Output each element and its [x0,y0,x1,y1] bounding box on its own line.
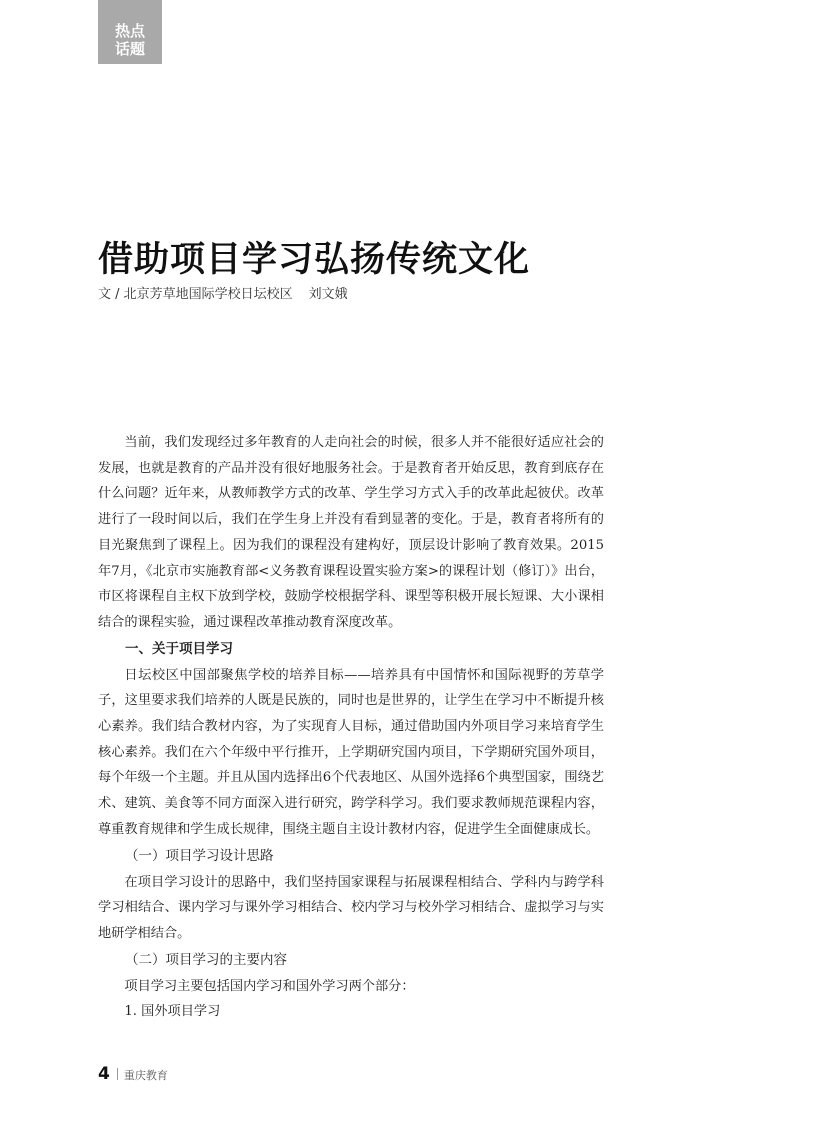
paragraph-intro: 当前，我们发现经过多年教育的人走向社会的时候，很多人并不能很好适应社会的发展，也就是教育的产品并没有很好地服务社会。于是教育者开始反思，教育到底存在什么问题？近年来，从教师教学方式的改革、学生学习方式入手的改革此起彼伏。改革进行了一段时间以后，我们在学生身上并没有看到显著的变化。于是，教育者将所有的目光聚焦到了课程上。因为我们的课程没有建构好，顶层设计影响了教育效果。2015年7月，《北京市实施教育部<义务教育课程设置实验方案>的课程计划（修订）》出台，市区将课程自主权下放到学校，鼓励学校根据学科、课型等积极开展长短课、大小课相结合的课程实验，通过课程改革推动教育深度改革。 [98,435,604,630]
section-tag-line2: 话题 [114,40,145,58]
section-tag-line1: 热点 [114,22,145,40]
article-body [98,430,604,1025]
byline-author: 刘文娥 [308,287,348,302]
paragraph-content: 项目学习主要包括国内学习和国外学习两个部分： [124,978,415,994]
paragraph-item-1: 1. 国外项目学习 [124,1004,221,1020]
subsection-heading-1: （一）项目学习设计思路 [125,847,274,864]
paragraph-goals: 日坛校区中国部聚焦学校的培养目标——培养具有中国情怀和国际视野的芳草学子，这里要求我们培养的人既是民族的，同时也是世界的，让学生在学习中不断提升核心素养。我们结合教材内容，为了实现育人目标，通过借助国内外项目学习来培育学生核心素养。我们在六个年级中平行推开，上学期研究国内项目，下学期研究国外项目，每个年级一个主题。并且从国内选择出6个代表地区、从国外选择6个典型国家，围绕艺术、建筑、美食等不同方面深入进行研究，跨学科学习。我们要求教师规范课程内容，尊重教育规律和学生成长规律，围绕主题自主设计教材内容，促进学生全面健康成长。 [98,667,604,837]
byline [98,283,348,302]
paragraph-design: 在项目学习设计的思路中，我们坚持国家课程与拓展课程相结合、学科内与跨学科学习相结合、课内学习与课外学习相结合、校内学习与校外学习相结合、虚拟学习与实地研学相结合。 [98,874,604,941]
page-footer [98,1064,168,1084]
byline-school: 文 / 北京芳草地国际学校日坛校区 [98,287,293,302]
page-number: 4 [98,1064,110,1084]
magazine-name: 重庆教育 [123,1069,168,1082]
article-title: 借助项目学习弘扬传统文化 [98,240,531,280]
footer-divider [117,1068,118,1080]
section-heading-1: 一、关于项目学习 [125,640,233,657]
subsection-heading-2: （二）项目学习的主要内容 [125,951,287,968]
section-tag [98,0,162,64]
